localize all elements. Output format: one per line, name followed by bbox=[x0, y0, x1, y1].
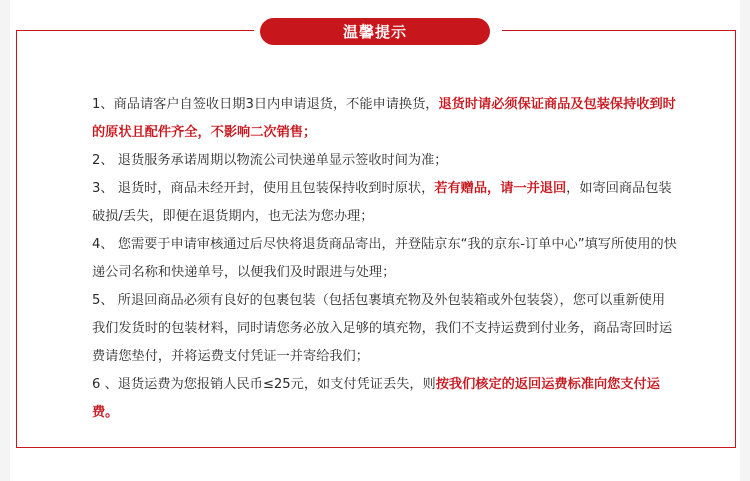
notice-item-5 bbox=[92, 287, 678, 371]
frame-top-left-line bbox=[16, 30, 254, 31]
notice-item-2 bbox=[92, 147, 678, 175]
notice-text: ，如寄回商品包装破损/丢失，即便在退货期内，也无法为您办理； bbox=[92, 181, 672, 224]
notice-text: 3、 退货时，商品未经开封，使用且包装保持收到时原状， bbox=[92, 181, 435, 196]
frame-top-right-line bbox=[502, 30, 736, 31]
notice-item-4 bbox=[92, 231, 678, 287]
notice-list bbox=[92, 91, 678, 427]
notice-item-6 bbox=[92, 371, 678, 427]
notice-highlight: 按我们核定的返回运费标准向您支付运费。 bbox=[92, 377, 660, 420]
notice-text: 5、 所退回商品必须有良好的包裹包装（包括包裹填充物及外包装箱或外包装袋），您可以重新使用我们发货时的包装材料，同时请您务必放入足够的填充物，我们不支持运费到付业务，商品寄回时运费请您垫付，并将运费支付凭证一并寄给我们； bbox=[92, 293, 673, 364]
notice-title: 温馨提示 bbox=[260, 18, 490, 45]
notice-text: 4、 您需要于申请审核通过后尽快将退货商品寄出，并登陆京东“我的京东-订单中心”填写所使用的快递公司名称和快递单号，以便我们及时跟进与处理； bbox=[92, 237, 677, 280]
notice-item-3 bbox=[92, 175, 678, 231]
notice-highlight: 若有赠品，请一并退回 bbox=[434, 181, 567, 196]
notice-panel bbox=[10, 0, 740, 481]
notice-item-1 bbox=[92, 91, 678, 147]
frame-bottom-left-line bbox=[16, 447, 209, 448]
notice-text: 2、 退货服务承诺周期以物流公司快递单显示签收时间为准； bbox=[92, 153, 448, 168]
notice-text: 6 、退货运费为您报销人民币≤25元，如支付凭证丢失，则 bbox=[92, 377, 436, 392]
frame-bottom-right-line bbox=[562, 447, 736, 448]
notice-highlight: 退货时请必须保证商品及包装保持收到时的原状且配件齐全，不影响二次销售； bbox=[92, 97, 676, 140]
notice-text: 1、商品请客户自签收日期3日内申请退货，不能申请换货， bbox=[92, 97, 439, 112]
